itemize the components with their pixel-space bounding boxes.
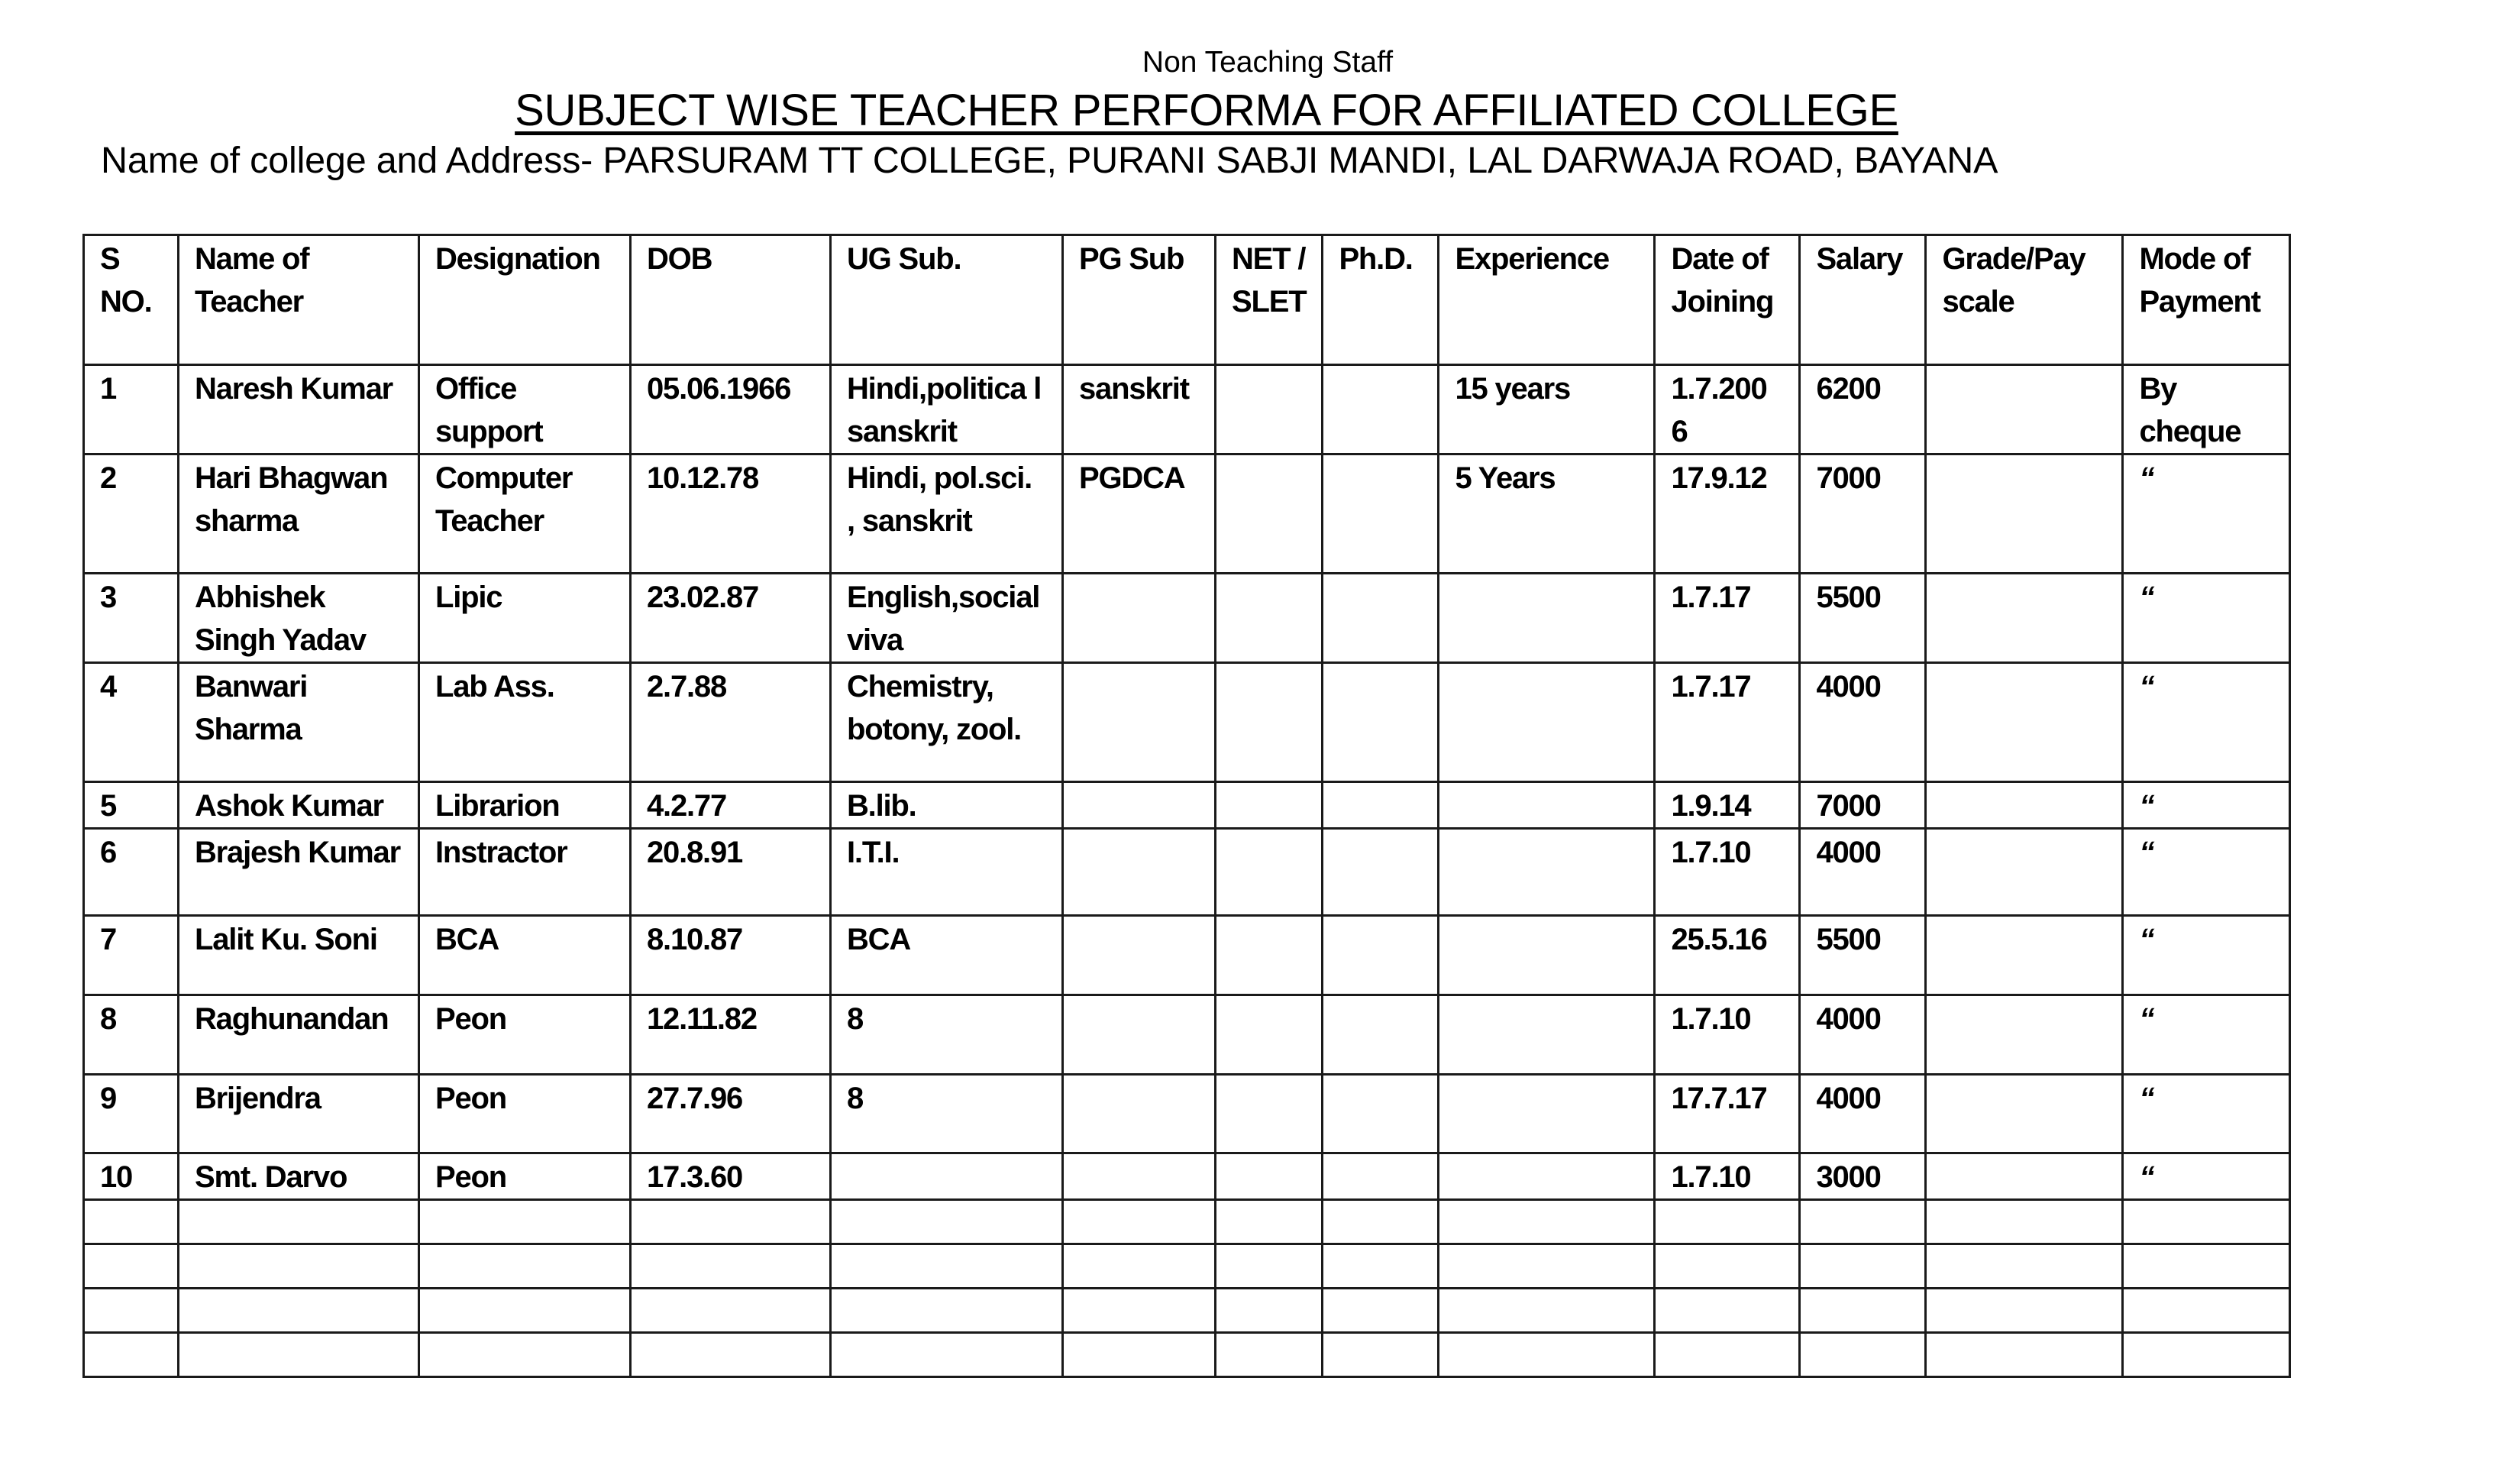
- cell-experience-empty: [1439, 1289, 1655, 1333]
- cell-net-slet: [1216, 454, 1323, 574]
- empty-table-row: [84, 1244, 2290, 1289]
- cell-pg-sub: [1063, 782, 1216, 829]
- cell-experience: [1439, 663, 1655, 782]
- cell-phd-empty: [1323, 1333, 1439, 1377]
- cell-dob-empty: [631, 1289, 831, 1333]
- cell-grade-pay-scale: [1926, 574, 2123, 663]
- cell-dob: 05.06.1966: [631, 365, 831, 454]
- cell-grade-pay-scale-empty: [1926, 1289, 2123, 1333]
- cell-mode-of-payment: “: [2123, 782, 2290, 829]
- cell-designation: Computer Teacher: [419, 454, 631, 574]
- cell-grade-pay-scale: [1926, 663, 2123, 782]
- table-row: [84, 1153, 2290, 1200]
- table-row: [84, 574, 2290, 663]
- cell-grade-pay-scale: [1926, 782, 2123, 829]
- header-phd: Ph.D.: [1323, 235, 1439, 365]
- cell-net-slet: [1216, 829, 1323, 916]
- header-experience: Experience: [1439, 235, 1655, 365]
- cell-dob: 4.2.77: [631, 782, 831, 829]
- cell-date-of-joining: 17.9.12: [1655, 454, 1800, 574]
- cell-experience: 5 Years: [1439, 454, 1655, 574]
- cell-salary-empty: [1800, 1333, 1926, 1377]
- cell-grade-pay-scale-empty: [1926, 1333, 2123, 1377]
- cell-salary-empty: [1800, 1200, 1926, 1244]
- cell-date-of-joining: 25.5.16: [1655, 916, 1800, 995]
- cell-date-of-joining: 1.7.10: [1655, 1153, 1800, 1200]
- cell-date-of-joining: 1.7.200 6: [1655, 365, 1800, 454]
- table-row: [84, 1075, 2290, 1153]
- staff-table: [82, 234, 2291, 1378]
- cell-mode-of-payment: “: [2123, 916, 2290, 995]
- cell-pg-sub: [1063, 829, 1216, 916]
- cell-salary: 4000: [1800, 1075, 1926, 1153]
- cell-ug-sub: BCA: [831, 916, 1063, 995]
- cell-pg-sub: [1063, 916, 1216, 995]
- cell-mode-of-payment-empty: [2123, 1289, 2290, 1333]
- cell-sno: 3: [84, 574, 179, 663]
- cell-net-slet: [1216, 782, 1323, 829]
- header-designation: Designation: [419, 235, 631, 365]
- cell-net-slet: [1216, 995, 1323, 1075]
- table-row: [84, 454, 2290, 574]
- cell-designation-empty: [419, 1289, 631, 1333]
- cell-salary: 4000: [1800, 663, 1926, 782]
- cell-dob: 17.3.60: [631, 1153, 831, 1200]
- cell-net-slet: [1216, 1075, 1323, 1153]
- cell-dob-empty: [631, 1333, 831, 1377]
- cell-experience: [1439, 574, 1655, 663]
- cell-grade-pay-scale-empty: [1926, 1244, 2123, 1289]
- table-row: [84, 829, 2290, 916]
- cell-pg-sub: [1063, 995, 1216, 1075]
- cell-phd: [1323, 995, 1439, 1075]
- cell-phd: [1323, 829, 1439, 916]
- cell-ug-sub: B.lib.: [831, 782, 1063, 829]
- cell-salary: 7000: [1800, 454, 1926, 574]
- cell-ug-sub: 8: [831, 1075, 1063, 1153]
- cell-pg-sub: sanskrit: [1063, 365, 1216, 454]
- cell-ug-sub-empty: [831, 1289, 1063, 1333]
- cell-name: Abhishek Singh Yadav: [179, 574, 419, 663]
- cell-grade-pay-scale: [1926, 995, 2123, 1075]
- table-row: [84, 365, 2290, 454]
- cell-pg-sub-empty: [1063, 1244, 1216, 1289]
- cell-experience: [1439, 782, 1655, 829]
- cell-designation: BCA: [419, 916, 631, 995]
- cell-grade-pay-scale: [1926, 916, 2123, 995]
- cell-phd: [1323, 454, 1439, 574]
- cell-pg-sub-empty: [1063, 1200, 1216, 1244]
- cell-pg-sub: [1063, 1153, 1216, 1200]
- cell-designation: Librarion: [419, 782, 631, 829]
- empty-table-row: [84, 1200, 2290, 1244]
- cell-ug-sub: English,social viva: [831, 574, 1063, 663]
- cell-name-empty: [179, 1289, 419, 1333]
- cell-pg-sub: [1063, 663, 1216, 782]
- header-pg-sub: PG Sub: [1063, 235, 1216, 365]
- cell-ug-sub: Hindi, pol.sci. , sanskrit: [831, 454, 1063, 574]
- cell-date-of-joining: 1.9.14: [1655, 782, 1800, 829]
- cell-phd: [1323, 365, 1439, 454]
- cell-grade-pay-scale: [1926, 1075, 2123, 1153]
- cell-sno: 4: [84, 663, 179, 782]
- cell-mode-of-payment: “: [2123, 574, 2290, 663]
- cell-mode-of-payment-empty: [2123, 1244, 2290, 1289]
- cell-salary: 7000: [1800, 782, 1926, 829]
- cell-sno: 6: [84, 829, 179, 916]
- cell-net-slet-empty: [1216, 1244, 1323, 1289]
- cell-mode-of-payment-empty: [2123, 1333, 2290, 1377]
- cell-salary: 5500: [1800, 916, 1926, 995]
- cell-salary: 3000: [1800, 1153, 1926, 1200]
- table-header-row: [84, 235, 2290, 365]
- cell-net-slet: [1216, 663, 1323, 782]
- cell-dob: 27.7.96: [631, 1075, 831, 1153]
- cell-experience-empty: [1439, 1244, 1655, 1289]
- cell-dob: 20.8.91: [631, 829, 831, 916]
- cell-pg-sub-empty: [1063, 1333, 1216, 1377]
- cell-salary: 5500: [1800, 574, 1926, 663]
- cell-net-slet: [1216, 1153, 1323, 1200]
- cell-date-of-joining-empty: [1655, 1289, 1800, 1333]
- cell-sno-empty: [84, 1200, 179, 1244]
- cell-sno: 1: [84, 365, 179, 454]
- cell-date-of-joining: 17.7.17: [1655, 1075, 1800, 1153]
- cell-salary: 4000: [1800, 829, 1926, 916]
- cell-pg-sub-empty: [1063, 1289, 1216, 1333]
- cell-grade-pay-scale: [1926, 454, 2123, 574]
- header-mode-of-payment: Mode of Payment: [2123, 235, 2290, 365]
- cell-ug-sub-empty: [831, 1200, 1063, 1244]
- document-subtitle: Non Teaching Staff: [1142, 46, 1394, 79]
- cell-net-slet-empty: [1216, 1289, 1323, 1333]
- cell-sno: 5: [84, 782, 179, 829]
- cell-net-slet: [1216, 365, 1323, 454]
- cell-date-of-joining-empty: [1655, 1244, 1800, 1289]
- cell-ug-sub: Chemistry, botony, zool.: [831, 663, 1063, 782]
- cell-sno: 7: [84, 916, 179, 995]
- cell-designation: Office support: [419, 365, 631, 454]
- cell-mode-of-payment: “: [2123, 1153, 2290, 1200]
- header-dob: DOB: [631, 235, 831, 365]
- cell-dob-empty: [631, 1200, 831, 1244]
- cell-dob: 23.02.87: [631, 574, 831, 663]
- cell-designation: Peon: [419, 1153, 631, 1200]
- cell-grade-pay-scale: [1926, 829, 2123, 916]
- cell-date-of-joining: 1.7.17: [1655, 574, 1800, 663]
- cell-name: Brijendra: [179, 1075, 419, 1153]
- table-row: [84, 995, 2290, 1075]
- cell-grade-pay-scale: [1926, 1153, 2123, 1200]
- cell-name: Ashok Kumar: [179, 782, 419, 829]
- cell-designation-empty: [419, 1200, 631, 1244]
- cell-net-slet: [1216, 916, 1323, 995]
- cell-name: Hari Bhagwan sharma: [179, 454, 419, 574]
- cell-designation: Lab Ass.: [419, 663, 631, 782]
- cell-phd: [1323, 663, 1439, 782]
- cell-date-of-joining-empty: [1655, 1333, 1800, 1377]
- header-ug-sub: UG Sub.: [831, 235, 1063, 365]
- cell-designation-empty: [419, 1244, 631, 1289]
- cell-mode-of-payment: “: [2123, 454, 2290, 574]
- cell-sno: 10: [84, 1153, 179, 1200]
- cell-dob: 8.10.87: [631, 916, 831, 995]
- cell-dob: 2.7.88: [631, 663, 831, 782]
- cell-pg-sub: [1063, 1075, 1216, 1153]
- cell-name: Naresh Kumar: [179, 365, 419, 454]
- cell-salary: 6200: [1800, 365, 1926, 454]
- cell-phd: [1323, 574, 1439, 663]
- table-row: [84, 782, 2290, 829]
- cell-name: Lalit Ku. Soni: [179, 916, 419, 995]
- cell-dob-empty: [631, 1244, 831, 1289]
- cell-date-of-joining: 1.7.17: [1655, 663, 1800, 782]
- cell-sno: 2: [84, 454, 179, 574]
- cell-experience: [1439, 916, 1655, 995]
- cell-sno-empty: [84, 1289, 179, 1333]
- cell-experience: [1439, 1075, 1655, 1153]
- cell-ug-sub: I.T.I.: [831, 829, 1063, 916]
- cell-ug-sub: Hindi,politica l sanskrit: [831, 365, 1063, 454]
- cell-mode-of-payment: “: [2123, 995, 2290, 1075]
- cell-pg-sub: [1063, 574, 1216, 663]
- cell-experience: [1439, 1153, 1655, 1200]
- college-address: Name of college and Address- PARSURAM TT COLLEGE, PURANI SABJI MANDI, LAL DARWAJA ROAD, BAYANA: [101, 140, 1998, 181]
- header-name: Name of Teacher: [179, 235, 419, 365]
- cell-mode-of-payment: “: [2123, 829, 2290, 916]
- cell-experience: [1439, 829, 1655, 916]
- cell-designation: Peon: [419, 995, 631, 1075]
- cell-sno-empty: [84, 1244, 179, 1289]
- cell-sno-empty: [84, 1333, 179, 1377]
- document-title: SUBJECT WISE TEACHER PERFORMA FOR AFFILIATED COLLEGE: [515, 86, 1898, 135]
- header-sno: S NO.: [84, 235, 179, 365]
- cell-date-of-joining-empty: [1655, 1200, 1800, 1244]
- cell-dob: 12.11.82: [631, 995, 831, 1075]
- empty-table-row: [84, 1333, 2290, 1377]
- table-row: [84, 916, 2290, 995]
- cell-pg-sub: PGDCA: [1063, 454, 1216, 574]
- staff-table-body: [84, 365, 2290, 1377]
- cell-phd: [1323, 916, 1439, 995]
- header-grade-pay-scale: Grade/Pay scale: [1926, 235, 2123, 365]
- cell-name: Raghunandan: [179, 995, 419, 1075]
- header-date-of-joining: Date of Joining: [1655, 235, 1800, 365]
- cell-phd: [1323, 1153, 1439, 1200]
- header-net-slet: NET / SLET: [1216, 235, 1323, 365]
- cell-grade-pay-scale-empty: [1926, 1200, 2123, 1244]
- cell-phd-empty: [1323, 1200, 1439, 1244]
- cell-mode-of-payment: By cheque: [2123, 365, 2290, 454]
- cell-mode-of-payment: “: [2123, 1075, 2290, 1153]
- cell-experience-empty: [1439, 1200, 1655, 1244]
- cell-experience-empty: [1439, 1333, 1655, 1377]
- cell-name: Banwari Sharma: [179, 663, 419, 782]
- cell-mode-of-payment: “: [2123, 663, 2290, 782]
- cell-experience: [1439, 995, 1655, 1075]
- cell-name: Brajesh Kumar: [179, 829, 419, 916]
- cell-name-empty: [179, 1333, 419, 1377]
- cell-net-slet: [1216, 574, 1323, 663]
- cell-ug-sub: [831, 1153, 1063, 1200]
- cell-phd-empty: [1323, 1289, 1439, 1333]
- cell-date-of-joining: 1.7.10: [1655, 829, 1800, 916]
- cell-salary-empty: [1800, 1244, 1926, 1289]
- cell-date-of-joining: 1.7.10: [1655, 995, 1800, 1075]
- cell-net-slet-empty: [1216, 1333, 1323, 1377]
- cell-grade-pay-scale: [1926, 365, 2123, 454]
- cell-mode-of-payment-empty: [2123, 1200, 2290, 1244]
- cell-designation: Peon: [419, 1075, 631, 1153]
- cell-name-empty: [179, 1244, 419, 1289]
- cell-salary-empty: [1800, 1289, 1926, 1333]
- cell-ug-sub-empty: [831, 1333, 1063, 1377]
- cell-name-empty: [179, 1200, 419, 1244]
- table-row: [84, 663, 2290, 782]
- empty-table-row: [84, 1289, 2290, 1333]
- cell-designation: Lipic: [419, 574, 631, 663]
- cell-dob: 10.12.78: [631, 454, 831, 574]
- cell-experience: 15 years: [1439, 365, 1655, 454]
- cell-phd-empty: [1323, 1244, 1439, 1289]
- cell-designation: Instractor: [419, 829, 631, 916]
- cell-sno: 8: [84, 995, 179, 1075]
- cell-ug-sub-empty: [831, 1244, 1063, 1289]
- cell-sno: 9: [84, 1075, 179, 1153]
- cell-designation-empty: [419, 1333, 631, 1377]
- cell-net-slet-empty: [1216, 1200, 1323, 1244]
- cell-phd: [1323, 1075, 1439, 1153]
- cell-salary: 4000: [1800, 995, 1926, 1075]
- cell-name: Smt. Darvo: [179, 1153, 419, 1200]
- cell-ug-sub: 8: [831, 995, 1063, 1075]
- cell-phd: [1323, 782, 1439, 829]
- header-salary: Salary: [1800, 235, 1926, 365]
